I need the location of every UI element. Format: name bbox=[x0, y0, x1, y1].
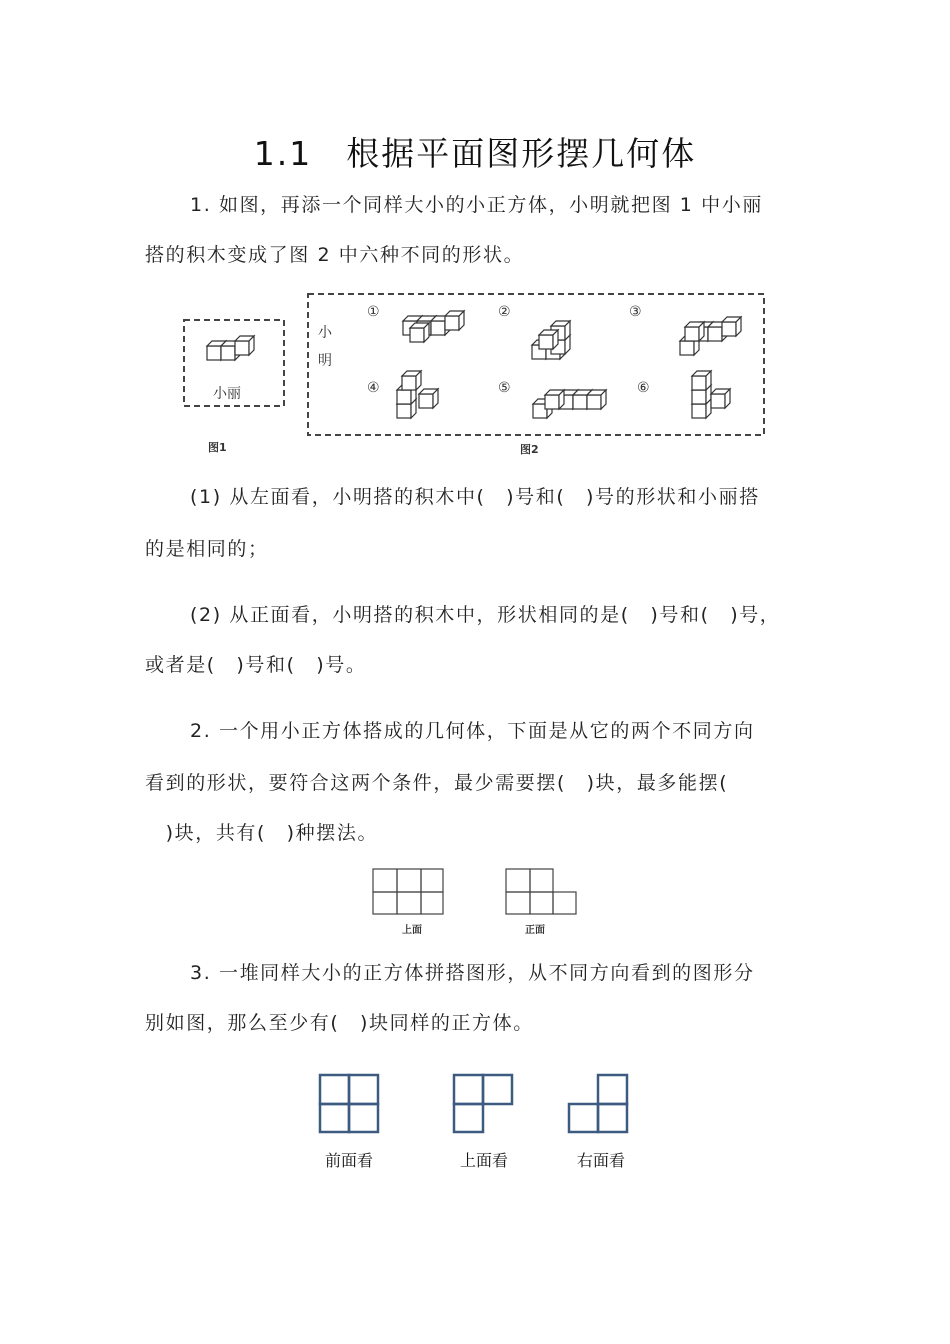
q3-right-view-label: 右面看 bbox=[577, 1151, 626, 1170]
q3-front-view-grid bbox=[320, 1075, 378, 1132]
q3-top-view-label: 上面看 bbox=[460, 1151, 509, 1170]
q1-sub1-line1: (1) 从左面看，小明搭的积木中( )号和( )号的形状和小丽搭 bbox=[190, 486, 760, 508]
q2-top-label: 上面 bbox=[402, 925, 422, 936]
q3-line1: 3. 一堆同样大小的正方体拼搭图形，从不同方向看到的图形分 bbox=[190, 962, 755, 984]
q1-figure bbox=[175, 285, 775, 460]
title-text: 根据平面图形摆几何体 bbox=[346, 134, 697, 173]
q2-line3: )块，共有( )种摆法。 bbox=[145, 822, 379, 844]
xiaoming-label-2: 明 bbox=[318, 353, 332, 369]
q2-front-view-grid bbox=[506, 869, 576, 914]
option-1-marker: ① bbox=[367, 304, 380, 320]
q3-top-view-grid bbox=[454, 1075, 512, 1132]
fig1-caption: 图1 bbox=[208, 441, 227, 454]
q1-sub2-line1: (2) 从正面看，小明搭的积木中，形状相同的是( )号和( )号， bbox=[190, 604, 781, 626]
shape-2 bbox=[532, 321, 570, 359]
xiaoming-label-1: 小 bbox=[318, 325, 332, 341]
option-6-marker: ⑥ bbox=[637, 380, 650, 396]
shape-3 bbox=[680, 317, 741, 355]
option-3-marker: ③ bbox=[629, 304, 642, 320]
fig2-caption: 图2 bbox=[520, 443, 539, 456]
shape-6 bbox=[692, 371, 730, 418]
q3-right-view-grid bbox=[569, 1075, 627, 1132]
q3-line2: 别如图，那么至少有( )块同样的正方体。 bbox=[145, 1012, 534, 1034]
option-5-marker: ⑤ bbox=[498, 380, 511, 396]
q1-sub2-line2: 或者是( )号和( )号。 bbox=[145, 654, 367, 676]
q3-figure bbox=[310, 1068, 650, 1178]
q1-intro-line2: 搭的积木变成了图 2 中六种不同的形状。 bbox=[145, 244, 525, 266]
q2-line2: 看到的形状，要符合这两个条件，最少需要摆( )块，最多能摆( bbox=[145, 772, 729, 794]
xiaoli-blocks bbox=[207, 336, 254, 360]
option-4-marker: ④ bbox=[367, 380, 380, 396]
xiaoli-label: 小丽 bbox=[213, 386, 241, 402]
q2-line1: 2. 一个用小正方体搭成的几何体，下面是从它的两个不同方向 bbox=[190, 720, 755, 742]
q3-front-view-label: 前面看 bbox=[325, 1151, 374, 1170]
page-title bbox=[0, 128, 950, 175]
shape-5 bbox=[533, 390, 606, 418]
title-number: 1.1 bbox=[253, 134, 313, 173]
q2-figure bbox=[370, 866, 585, 938]
option-2-marker: ② bbox=[498, 304, 511, 320]
q1-intro-line1: 1. 如图，再添一个同样大小的小正方体，小明就把图 1 中小丽 bbox=[190, 194, 763, 216]
q1-sub1-line2: 的是相同的； bbox=[145, 538, 269, 560]
shape-4 bbox=[397, 371, 438, 418]
shape-1 bbox=[403, 311, 464, 342]
q2-top-view-grid bbox=[373, 869, 443, 914]
q2-front-label: 正面 bbox=[525, 925, 545, 936]
